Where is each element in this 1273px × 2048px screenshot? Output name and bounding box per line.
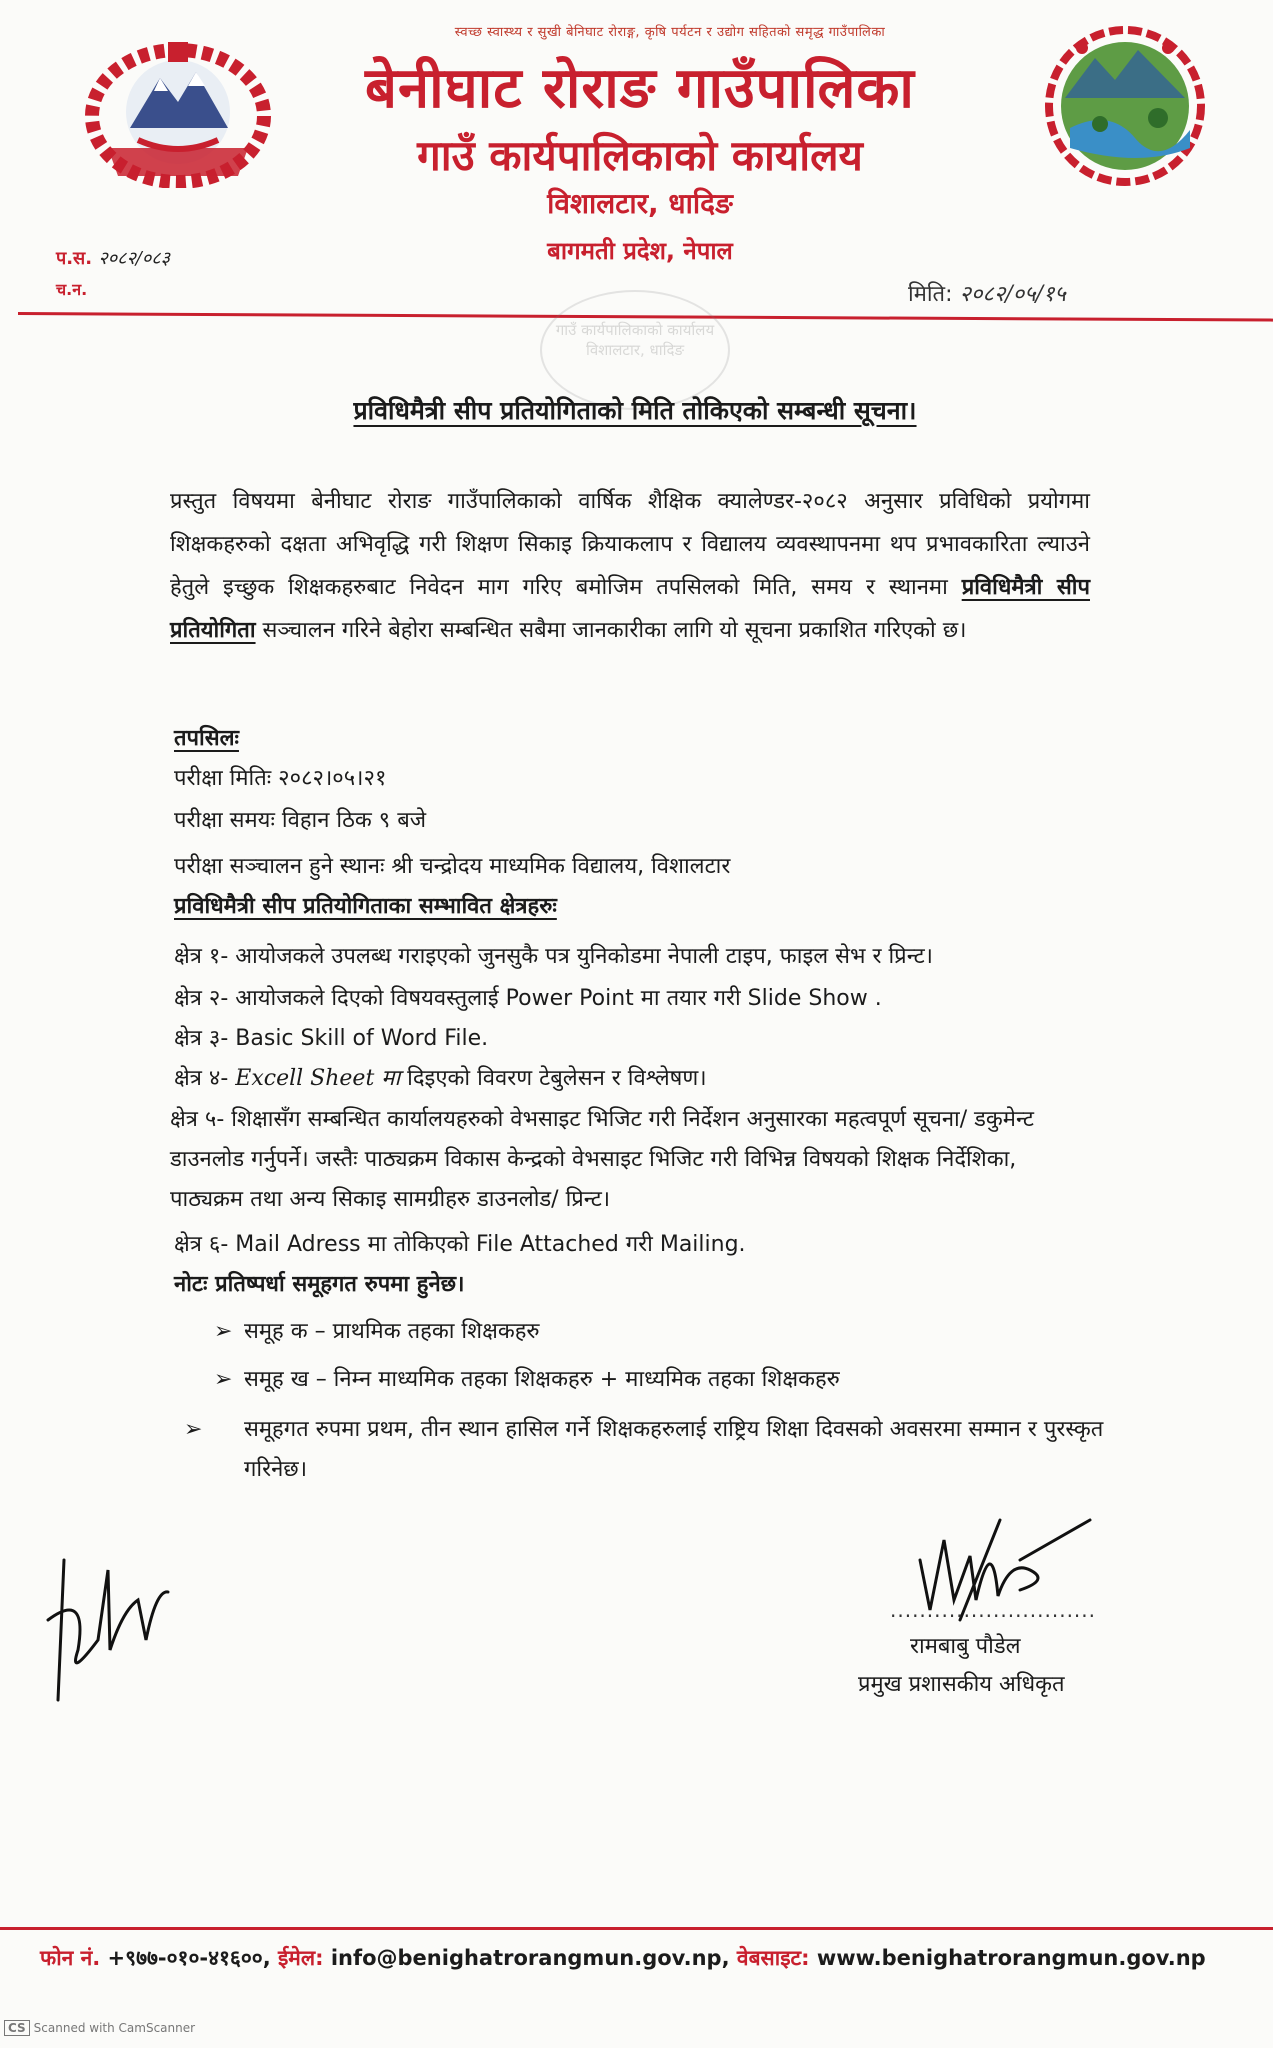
camscanner-badge: CS bbox=[4, 2020, 30, 2036]
area-4 bbox=[174, 1062, 707, 1092]
bullet-text: समूह ख – निम्न माध्यमिक तहका शिक्षकहरु + माध्यमिक तहका शिक्षकहरु bbox=[244, 1367, 840, 1392]
office-name: गाउँ कार्यपालिकाको कार्यालय bbox=[417, 131, 863, 180]
phone-number: +९७७-०१०-४१६००, bbox=[107, 1946, 271, 1970]
bullet-text: समूह क – प्राथमिक तहका शिक्षकहरु bbox=[244, 1319, 540, 1344]
intro-text-before: प्रस्तुत विषयमा बेनीघाट रोराङ गाउँपालिकाको वार्षिक शैक्षिक क्यालेण्डर-२०८२ अनुसार प्रविधिको प्रयोगमा शिक्षकहरुको दक्षता अभिवृद्धि गरी शिक्षण सिकाइ क्रियाकलाप र विद्यालय व्यवस्थापनमा थप प्रभावकारिता ल्याउने हेतुले इच्छुक शिक्षकहरुबाट निवेदन माग गरिए बमोजिम तपसिलको मिति, समय र स्थानमा bbox=[170, 489, 1090, 600]
areas-heading: प्रविधिमैत्री सीप प्रतियोगिताका सम्भावित क्षेत्रहरुः bbox=[174, 894, 557, 919]
bullet-text: समूहगत रुपमा प्रथम, तीन स्थान हासिल गर्ने शिक्षकहरुलाई राष्ट्रिय शिक्षा दिवसको अवसरमा सम्मान र पुरस्कृत गरिनेछ। bbox=[244, 1417, 1104, 1482]
area-5: क्षेत्र ५- शिक्षासँग सम्बन्धित कार्यालयहरुको वेभसाइट भिजिट गरी निर्देशन अनुसारका महत्वपूर्ण सूचना/ डकुमेन्ट डाउनलोड गर्नुपर्ने। जस्तैः पाठ्यक्रम विकास केन्द्रको वेभसाइट भिजिट गरी विभिन्न विषयको शिक्षक निर्देशिका, पाठ्यक्रम तथा अन्य सिकाइ सामग्रीहरु डाउनलोड/ प्रिन्ट। bbox=[170, 1107, 1034, 1212]
email-address[interactable]: info@benighatrorangmun.gov.np, bbox=[330, 1946, 730, 1970]
group-note: नोटः प्रतिष्पर्धा समूहगत रुपमा हुनेछ। bbox=[174, 1272, 465, 1297]
signer-designation: प्रमुख प्रशासकीय अधिकृत bbox=[858, 1672, 1065, 1697]
area-1: क्षेत्र १- आयोजकले उपलब्ध गराइएको जुनसुकै पत्र युनिकोडमा नेपाली टाइप, फाइल सेभ र प्रिन्ट। bbox=[174, 944, 934, 969]
notice-title: प्रविधिमैत्री सीप प्रतियोगिताको मिति तोकिएको सम्बन्धी सूचना। bbox=[353, 396, 917, 425]
phone-label: फोन नं. bbox=[40, 1946, 101, 1970]
area-4-rest: दिइएको विवरण टेबुलेसन र विश्लेषण। bbox=[407, 1066, 707, 1091]
letter-date bbox=[908, 278, 1066, 308]
arrow-bullet-icon: ➢ bbox=[214, 1367, 233, 1392]
scanner-watermark bbox=[4, 2020, 195, 2036]
exam-time: परीक्षा समयः विहान ठिक ९ बजे bbox=[174, 808, 427, 833]
office-province: बागमती प्रदेश, नेपाल bbox=[547, 237, 733, 265]
ref-value: २०८२/०८३ bbox=[98, 248, 170, 269]
office-address: विशालटार, धादिङ bbox=[547, 187, 733, 220]
scanner-text: Scanned with CamScanner bbox=[33, 2021, 196, 2035]
list-item bbox=[214, 1312, 1094, 1352]
exam-venue: परीक्षा सञ्चालन हुने स्थानः श्री चन्द्रोदय माध्यमिक विद्यालय, विशालटार bbox=[174, 854, 731, 879]
footer-divider bbox=[0, 1927, 1273, 1930]
list-item bbox=[184, 1410, 1124, 1490]
area-2: क्षेत्र २- आयोजकले दिएको विषयवस्तुलाई Power Point मा तयार गरी Slide Show . bbox=[174, 986, 882, 1011]
cha-number-label: च.न. bbox=[56, 280, 88, 299]
intro-text-after: सञ्चालन गरिने बेहोरा सम्बन्धित सबैमा जानकारीका लागि यो सूचना प्रकाशित गरिएको छ। bbox=[262, 618, 967, 643]
left-signature-icon bbox=[28, 1530, 178, 1710]
header-tagline: स्वच्छ स्वास्थ्य र सुखी बेनिघाट रोराङ्ग, कृषि पर्यटन र उद्योग सहितको समृद्ध गाउँपालिका bbox=[454, 25, 886, 40]
footer-contact bbox=[40, 1944, 1270, 1972]
signature-line: ............................ bbox=[890, 1598, 1097, 1622]
website-label: वेबसाइट: bbox=[736, 1946, 810, 1970]
signer-name: रामबाबु पौडेल bbox=[910, 1634, 1021, 1659]
exam-date: परीक्षा मितिः २०८२।०५।२१ bbox=[174, 766, 387, 791]
website-link[interactable]: www.benighatrorangmun.gov.np bbox=[816, 1946, 1206, 1970]
municipality-logo-icon bbox=[1040, 18, 1210, 188]
area-3: क्षेत्र ३- Basic Skill of Word File. bbox=[174, 1026, 489, 1051]
intro-highlight: प्रविधिमैत्री सीप प्रतियोगिता bbox=[170, 575, 1090, 643]
intro-paragraph bbox=[170, 480, 1090, 652]
list-item bbox=[214, 1360, 1094, 1400]
arrow-bullet-icon: ➢ bbox=[184, 1417, 203, 1442]
date-label: मिति: bbox=[908, 282, 953, 307]
nepal-emblem-icon bbox=[78, 28, 278, 188]
area-6: क्षेत्र ६- Mail Adress मा तोकिएको File Attached गरी Mailing. bbox=[174, 1232, 746, 1257]
area-4-prefix: क्षेत्र ४- bbox=[174, 1066, 229, 1091]
date-value: २०८२/०५/१५ bbox=[959, 282, 1066, 307]
schedule-heading: तपसिलः bbox=[174, 726, 239, 751]
office-stamp: गाउँ कार्यपालिकाको कार्यालय विशालटार, धादिङ bbox=[540, 290, 730, 410]
email-label: ईमेल: bbox=[277, 1946, 324, 1970]
reference-number bbox=[56, 246, 170, 270]
area-4-italic: Excell Sheet मा bbox=[235, 1066, 401, 1091]
ref-label: प.स. bbox=[56, 248, 93, 269]
org-name: बेनीघाट रोराङ गाउँपालिका bbox=[365, 56, 915, 121]
arrow-bullet-icon: ➢ bbox=[214, 1319, 233, 1344]
